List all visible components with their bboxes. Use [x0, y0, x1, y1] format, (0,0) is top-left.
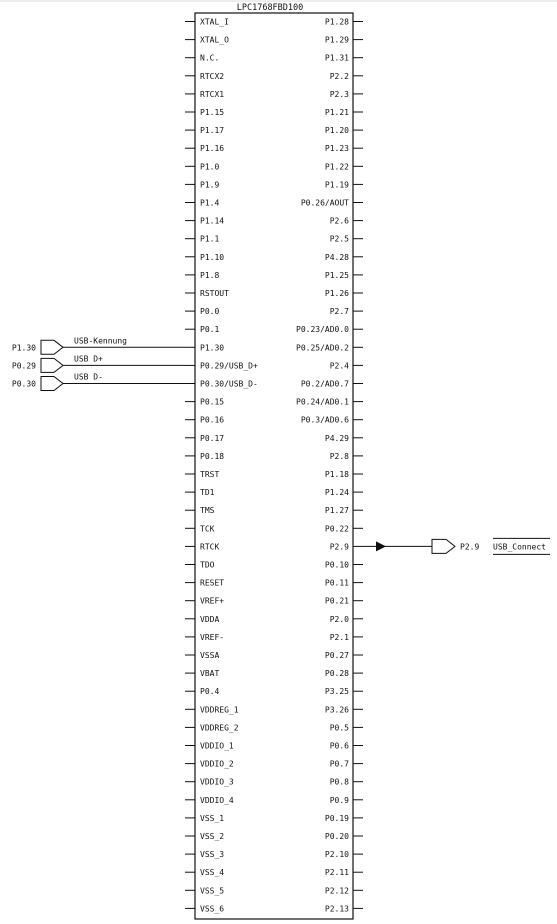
pin-label-p1-15: P1.15: [200, 108, 225, 117]
pin-label-p1-0: P1.0: [200, 162, 220, 172]
pin-label-p0-2-ad0-7: P0.2/AD0.7: [300, 379, 349, 389]
pin-label-p2-4: P2.4: [329, 361, 349, 371]
pin-label-p1-16: P1.16: [200, 144, 225, 154]
pin-label-p0-22: P0.22: [324, 524, 349, 534]
pin-label-p2-10: P2.10: [324, 850, 349, 860]
pin-label-p0-8: P0.8: [329, 777, 349, 787]
pin-label-p1-21: P1.21: [324, 108, 349, 117]
net-label-usb-d: USB D+: [74, 354, 103, 364]
pin-label-vss-5: VSS_5: [200, 886, 225, 896]
pin-label-p1-29: P1.29: [324, 35, 349, 45]
pin-label-vddreg-1: VDDREG_1: [200, 705, 239, 715]
pin-label-vref: VREF+: [200, 596, 225, 606]
pin-label-p0-25-ad0-2: P0.25/AD0.2: [296, 343, 349, 353]
pin-label-p2-9: P2.9: [329, 542, 349, 552]
pin-label-p0-16: P0.16: [200, 415, 225, 425]
port-label-p2-9: P2.9: [460, 542, 480, 552]
pin-label-n-c: N.C.: [200, 53, 220, 63]
pin-label-p0-26-aout: P0.26/AOUT: [300, 198, 349, 208]
pin-label-p1-19: P1.19: [324, 180, 349, 190]
pin-label-p1-30: P1.30: [200, 343, 225, 353]
pin-label-p0-17: P0.17: [200, 433, 225, 443]
pin-label-p1-22: P1.22: [324, 162, 349, 172]
pin-label-p0-30-usb-d: P0.30/USB_D-: [200, 379, 258, 389]
pin-label-p1-10: P1.10: [200, 252, 225, 262]
pin-label-p0-28: P0.28: [324, 669, 349, 679]
pin-label-vss-6: VSS_6: [200, 904, 225, 914]
pin-label-tms: TMS: [200, 506, 215, 516]
pin-label-vbat: VBAT: [200, 669, 220, 679]
pin-label-trst: TRST: [200, 470, 220, 479]
pin-label-p4-29: P4.29: [324, 433, 349, 443]
port-label-p0-30: P0.30: [11, 379, 36, 389]
left-pin-column: [185, 18, 258, 914]
pin-label-tck: TCK: [200, 524, 215, 534]
pin-label-vss-1: VSS_1: [200, 813, 225, 823]
net-label-usb-connect: USB_Connect: [493, 542, 546, 552]
pin-label-p2-7: P2.7: [329, 307, 349, 317]
pin-label-p2-8: P2.8: [329, 451, 349, 461]
pin-label-p0-11: P0.11: [324, 578, 349, 588]
pin-label-p3-26: P3.26: [324, 705, 349, 715]
port-shape-p0-30: [41, 377, 63, 391]
pin-label-vddreg-2: VDDREG_2: [200, 723, 239, 733]
pin-label-p1-31: P1.31: [324, 53, 349, 63]
pin-label-p0-3-ad0-6: P0.3/AD0.6: [300, 415, 349, 425]
pin-label-vref: VREF-: [200, 632, 225, 642]
pin-label-p0-15: P0.15: [200, 397, 225, 407]
pin-label-p2-11: P2.11: [324, 868, 349, 878]
pin-label-p2-13: P2.13: [324, 904, 349, 914]
pin-label-p1-24: P1.24: [324, 488, 349, 498]
port-label-p1-30: P1.30: [11, 343, 36, 353]
pin-label-p0-10: P0.10: [324, 560, 349, 570]
pin-label-p0-7: P0.7: [329, 759, 349, 769]
pin-label-p1-25: P1.25: [324, 270, 349, 280]
pin-label-vdda: VDDA: [200, 614, 220, 624]
pin-label-vddio-1: VDDIO_1: [200, 741, 234, 751]
pin-label-vss-3: VSS_3: [200, 850, 225, 860]
chip-name: LPC1768FBD100: [236, 3, 304, 13]
pin-label-p2-5: P2.5: [329, 234, 349, 244]
pin-label-p0-5: P0.5: [329, 723, 349, 733]
pin-label-vddio-2: VDDIO_2: [200, 759, 234, 769]
pin-label-p0-27: P0.27: [324, 651, 349, 660]
pin-label-p1-8: P1.8: [200, 270, 220, 280]
pin-label-rstout: RSTOUT: [200, 289, 229, 298]
pin-label-vss-4: VSS_4: [200, 868, 225, 878]
net-label-usb-d: USB D-: [74, 372, 103, 382]
pin-label-p0-29-usb-d: P0.29/USB_D+: [200, 361, 258, 371]
pin-label-p0-4: P0.4: [200, 687, 220, 697]
pin-label-p0-0: P0.0: [200, 307, 220, 317]
pin-label-xtal-o: XTAL_O: [200, 35, 229, 45]
pin-label-p1-23: P1.23: [324, 144, 349, 154]
pin-label-p0-20: P0.20: [324, 832, 349, 841]
pin-label-p0-19: P0.19: [324, 813, 349, 823]
pin-label-vddio-4: VDDIO_4: [200, 795, 234, 805]
pin-label-p2-12: P2.12: [324, 886, 349, 896]
pin-label-p2-2: P2.2: [329, 71, 349, 81]
pin-label-p1-1: P1.1: [200, 234, 220, 244]
pin-label-p0-23-ad0-0: P0.23/AD0.0: [296, 325, 349, 335]
pin-label-rtcx1: RTCX1: [200, 89, 225, 99]
port-label-p0-29: P0.29: [11, 361, 36, 371]
direction-arrow-icon: [376, 541, 386, 551]
pin-label-tdo: TDO: [200, 560, 215, 570]
pin-label-p2-6: P2.6: [329, 216, 349, 226]
pin-label-p2-0: P2.0: [329, 614, 349, 624]
pin-label-rtck: RTCK: [200, 542, 220, 552]
port-shape-p1-30: [41, 340, 63, 354]
pin-label-p0-18: P0.18: [200, 451, 225, 461]
pin-label-p1-26: P1.26: [324, 289, 349, 298]
pin-label-p0-9: P0.9: [329, 795, 349, 805]
net-label-usb-kennung: USB-Kennung: [74, 336, 127, 346]
pin-label-vss-2: VSS_2: [200, 832, 225, 841]
pin-label-p4-28: P4.28: [324, 252, 349, 262]
pin-label-vssa: VSSA: [200, 651, 220, 660]
pin-label-p1-18: P1.18: [324, 470, 349, 479]
left-net-ports: [12, 336, 185, 390]
port-shape-p2-9: [432, 539, 455, 553]
pin-label-p1-14: P1.14: [200, 216, 225, 226]
pin-label-p3-25: P3.25: [324, 687, 349, 697]
pin-label-p1-9: P1.9: [200, 180, 220, 190]
pin-label-p0-24-ad0-1: P0.24/AD0.1: [296, 397, 349, 407]
pin-label-p1-17: P1.17: [200, 126, 225, 136]
pin-label-p1-4: P1.4: [200, 198, 220, 208]
right-net-port: [363, 538, 550, 554]
pin-label-xtal-i: XTAL_I: [200, 17, 229, 27]
pin-label-p1-27: P1.27: [324, 506, 349, 516]
pin-label-rtcx2: RTCX2: [200, 71, 225, 81]
pin-label-reset: RESET: [200, 578, 225, 588]
pin-label-p1-20: P1.20: [324, 126, 349, 136]
pin-label-vddio-3: VDDIO_3: [200, 777, 234, 787]
pin-label-p2-1: P2.1: [329, 632, 349, 642]
pin-label-p2-3: P2.3: [329, 89, 349, 99]
port-shape-p0-29: [41, 358, 63, 372]
pin-label-p1-28: P1.28: [324, 17, 349, 27]
pin-label-p0-1: P0.1: [200, 325, 220, 335]
pin-label-p0-21: P0.21: [324, 596, 349, 606]
pin-label-td1: TD1: [200, 488, 215, 498]
pin-label-p0-6: P0.6: [329, 741, 349, 751]
